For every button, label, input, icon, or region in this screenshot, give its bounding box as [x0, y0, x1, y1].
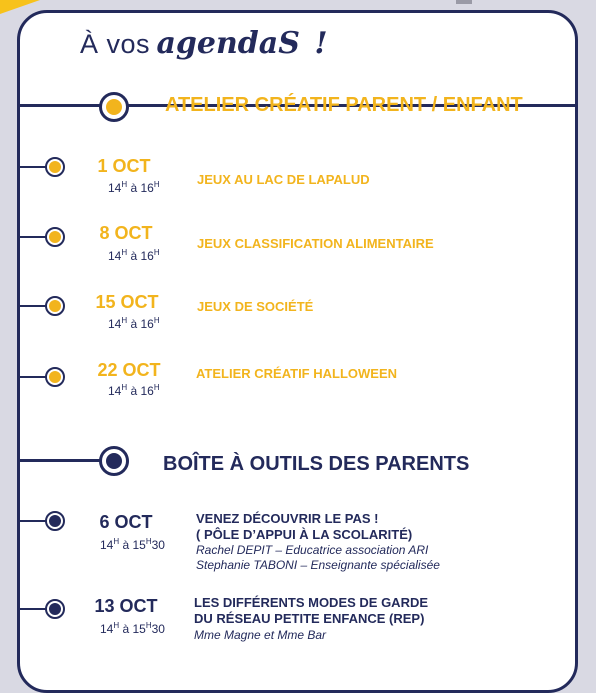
event-time: $14^H$ à $16^H$ — [108, 316, 160, 331]
event-speakers — [194, 628, 326, 643]
event-marker — [45, 296, 65, 316]
event-marker — [45, 227, 65, 247]
event-time: $14^H$ à $15^H30$ — [100, 537, 165, 552]
event-marker — [45, 599, 65, 619]
event-date: 22 OCT — [97, 360, 161, 380]
event-time: $14^H$ à $15^H30$ — [100, 621, 165, 636]
event-time: $14^H$ à $16^H$ — [108, 248, 160, 263]
event-time: $14^H$ à $16^H$ — [108, 180, 160, 195]
event-title: JEUX AU LAC DE LAPALUD — [197, 172, 370, 187]
event-speakers — [196, 543, 440, 573]
title-part-3: ! — [314, 26, 328, 61]
speaker-line: Rachel DEPIT – Educatrice association ARI — [196, 543, 429, 557]
event-title-line: LES DIFFÉRENTS MODES DE GARDE — [194, 595, 429, 610]
event-title-line: VENEZ DÉCOUVRIR LE PAS ! — [196, 511, 379, 526]
event-time: $14^H$ à $16^H$ — [108, 383, 160, 398]
event-title — [196, 511, 412, 543]
event-marker — [45, 157, 65, 177]
section-1-title: ATELIER CRÉATIF PARENT / ENFANT — [165, 94, 523, 116]
section-2-marker — [99, 446, 129, 476]
event-date: 13 OCT — [94, 596, 158, 616]
speaker-line: Stephanie TABONI – Enseignante spécialisée — [196, 558, 440, 572]
section-1-marker — [99, 92, 129, 122]
event-title — [194, 595, 428, 627]
event-date: 1 OCT — [97, 156, 151, 176]
title-part-2: agendaS — [156, 26, 300, 61]
section-2-title: BOÎTE À OUTILS DES PARENTS — [163, 453, 470, 475]
event-marker — [45, 511, 65, 531]
event-line — [17, 376, 47, 378]
event-date: 8 OCT — [99, 223, 153, 243]
event-line — [17, 236, 47, 238]
top-tab-mark — [456, 0, 472, 4]
speaker-line: Mme Magne et Mme Bar — [194, 628, 327, 642]
event-marker — [45, 367, 65, 387]
event-title-line: DU RÉSEAU PETITE ENFANCE (REP) — [194, 611, 425, 626]
event-title: JEUX CLASSIFICATION ALIMENTAIRE — [197, 236, 434, 251]
event-date: 6 OCT — [99, 512, 153, 532]
event-title-line: ( PÔLE D’APPUI À LA SCOLARITÉ) — [196, 527, 413, 542]
page-title — [80, 26, 328, 61]
event-title: ATELIER CRÉATIF HALLOWEEN — [196, 366, 398, 381]
event-line — [17, 166, 47, 168]
event-line — [17, 608, 47, 610]
title-part-1: À vos — [80, 29, 151, 59]
event-line — [17, 520, 47, 522]
event-date: 15 OCT — [95, 292, 159, 312]
event-title: JEUX DE SOCIÉTÉ — [197, 299, 314, 314]
event-line — [17, 305, 47, 307]
